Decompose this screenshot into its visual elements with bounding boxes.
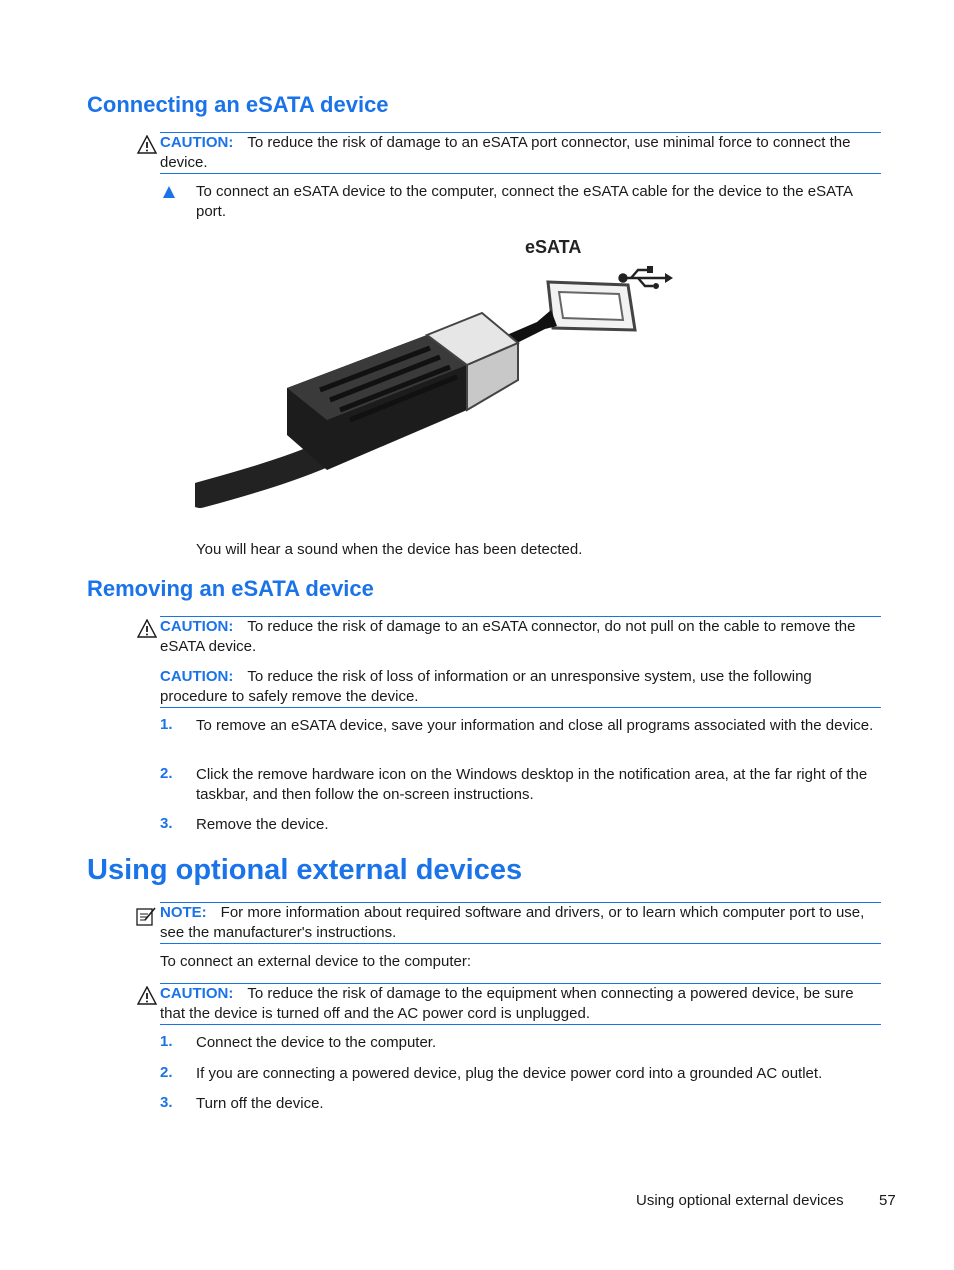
caution-icon [137,619,157,639]
caution-label: CAUTION: [160,985,234,1002]
footer-title: Using optional external devices [636,1192,844,1209]
page-heading-external-devices: Using optional external devices [87,854,523,886]
caution-callout [160,132,881,174]
figure-label: eSATA [525,237,582,257]
step-text: Turn off the device. [196,1095,324,1112]
note-text: For more information about required software and drivers, or to learn which computer port to use, see the manufacturer's instructions. [160,904,865,941]
step-number: 3. [160,815,173,832]
step-text: Click the remove hardware icon on the Windows desktop in the notification area, at the far right of the taskbar, and then follow the on-screen instructions. [196,766,868,803]
caution-text: To reduce the risk of damage to an eSATA port connector, use minimal force to connect the device. [160,134,851,171]
note-icon [135,905,157,927]
caution-text: To reduce the risk of loss of information or an unresponsive system, use the following procedure to safely remove the device. [160,668,812,705]
step-text: To connect an eSATA device to the computer, connect the eSATA cable for the device to the eSATA port. [196,183,853,220]
step-text: Connect the device to the computer. [196,1034,437,1051]
caution-label: CAUTION: [160,618,234,635]
caution-text: To reduce the risk of damage to an eSATA connector, do not pull on the cable to remove the eSATA device. [160,618,856,655]
caution-icon [137,986,157,1006]
step-number: 2. [160,1064,173,1081]
caution-callout [160,616,881,708]
step-text: Remove the device. [196,816,329,833]
step-number: 3. [160,1094,173,1111]
caution-label: CAUTION: [160,134,234,151]
note-callout [160,902,881,944]
note-label: NOTE: [160,904,207,921]
caution-callout [160,983,881,1025]
after-text: You will hear a sound when the device has been detected. [196,541,583,558]
caution-label: CAUTION: [160,668,234,685]
step-number: 2. [160,765,173,782]
step-text: To remove an eSATA device, save your information and close all programs associated with the device. [196,717,874,734]
section-heading-connecting: Connecting an eSATA device [87,92,389,117]
step-number: 1. [160,716,173,733]
triangle-bullet-icon [162,185,176,199]
section-heading-removing: Removing an eSATA device [87,576,374,601]
step-number: 1. [160,1033,173,1050]
esata-port [548,282,635,330]
caution-icon [137,135,157,155]
step-text: If you are connecting a powered device, plug the device power cord into a grounded AC outlet. [196,1065,823,1082]
page-number: 57 [879,1192,896,1209]
esata-connector-illustration [195,230,675,520]
caution-text: To reduce the risk of damage to the equipment when connecting a powered device, be sure that the device is turned off and the AC power cord is unplugged. [160,985,854,1022]
intro-text: To connect an external device to the computer: [160,953,472,970]
